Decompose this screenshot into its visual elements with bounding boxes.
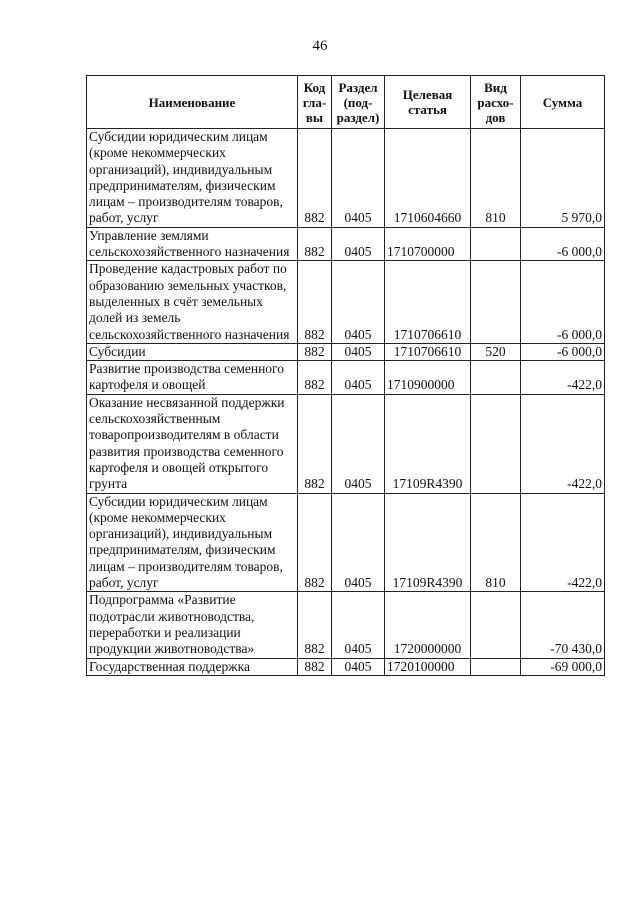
row-article: 1720100000 <box>385 658 471 675</box>
budget-table <box>86 75 605 676</box>
row-section: 0405 <box>332 592 385 658</box>
row-name: Подпрограмма «Развитие подотрасли животноводства, переработки и реализации продукции животноводства» <box>87 592 298 658</box>
row-section: 0405 <box>332 227 385 261</box>
row-amount: 5 970,0 <box>521 129 605 228</box>
row-amount: -6 000,0 <box>521 227 605 261</box>
row-chapter: 882 <box>298 493 332 592</box>
header-chapter-code: Код гла- вы <box>298 76 332 129</box>
row-chapter: 882 <box>298 343 332 360</box>
row-article: 17109R4390 <box>385 493 471 592</box>
row-expense-type <box>471 361 521 395</box>
table-row <box>87 493 605 592</box>
row-name: Проведение кадастровых работ по образованию земельных участков, выделенных в счёт земельных долей из земель сельскохозяйственного назначения <box>87 261 298 343</box>
table-row <box>87 394 605 493</box>
row-amount: -422,0 <box>521 493 605 592</box>
row-expense-type <box>471 261 521 343</box>
row-name: Управление землями сельскохозяйственного назначения <box>87 227 298 261</box>
row-name: Государственная поддержка <box>87 658 298 675</box>
row-amount: -422,0 <box>521 361 605 395</box>
row-amount: -422,0 <box>521 394 605 493</box>
header-expense-type: Вид расхо- дов <box>471 76 521 129</box>
page-number: 46 <box>312 38 328 54</box>
row-expense-type: 810 <box>471 129 521 228</box>
table-row <box>87 592 605 658</box>
row-chapter: 882 <box>298 592 332 658</box>
row-name: Субсидии юридическим лицам (кроме некоммерческих организаций), индивидуальным предпринимателям, физическим лицам – производителям товаров, работ, услуг <box>87 129 298 228</box>
table-row <box>87 658 605 675</box>
row-chapter: 882 <box>298 261 332 343</box>
row-section: 0405 <box>332 394 385 493</box>
row-chapter: 882 <box>298 658 332 675</box>
row-name: Субсидии юридическим лицам (кроме некоммерческих организаций), индивидуальным предпринимателям, физическим лицам – производителям товаров, работ, услуг <box>87 493 298 592</box>
table-row <box>87 261 605 343</box>
header-amount: Сумма <box>521 76 605 129</box>
row-chapter: 882 <box>298 129 332 228</box>
row-expense-type: 520 <box>471 343 521 360</box>
row-name: Развитие производства семенного картофеля и овощей <box>87 361 298 395</box>
row-amount: -6 000,0 <box>521 261 605 343</box>
row-expense-type: 810 <box>471 493 521 592</box>
row-section: 0405 <box>332 493 385 592</box>
table-row <box>87 227 605 261</box>
row-section: 0405 <box>332 361 385 395</box>
row-section: 0405 <box>332 129 385 228</box>
header-section: Раздел (под- раздел) <box>332 76 385 129</box>
header-name: Наименование <box>87 76 298 129</box>
row-expense-type <box>471 592 521 658</box>
row-chapter: 882 <box>298 227 332 261</box>
row-expense-type <box>471 658 521 675</box>
row-expense-type <box>471 227 521 261</box>
row-article: 1710900000 <box>385 361 471 395</box>
header-row <box>87 76 605 129</box>
row-article: 1710706610 <box>385 343 471 360</box>
row-chapter: 882 <box>298 394 332 493</box>
row-name: Оказание несвязанной поддержки сельскохозяйственным товаропроизводителям в области развития производства семенного картофеля и овощей открытого грунта <box>87 394 298 493</box>
row-amount: -69 000,0 <box>521 658 605 675</box>
row-article: 1720000000 <box>385 592 471 658</box>
row-chapter: 882 <box>298 361 332 395</box>
table-row <box>87 343 605 360</box>
row-expense-type <box>471 394 521 493</box>
row-name: Субсидии <box>87 343 298 360</box>
row-article: 1710604660 <box>385 129 471 228</box>
row-section: 0405 <box>332 658 385 675</box>
row-amount: -6 000,0 <box>521 343 605 360</box>
row-section: 0405 <box>332 261 385 343</box>
row-article: 1710706610 <box>385 261 471 343</box>
header-target-article: Целевая статья <box>385 76 471 129</box>
row-section: 0405 <box>332 343 385 360</box>
row-article: 17109R4390 <box>385 394 471 493</box>
row-article: 1710700000 <box>385 227 471 261</box>
table-row <box>87 361 605 395</box>
row-amount: -70 430,0 <box>521 592 605 658</box>
table-row <box>87 129 605 228</box>
